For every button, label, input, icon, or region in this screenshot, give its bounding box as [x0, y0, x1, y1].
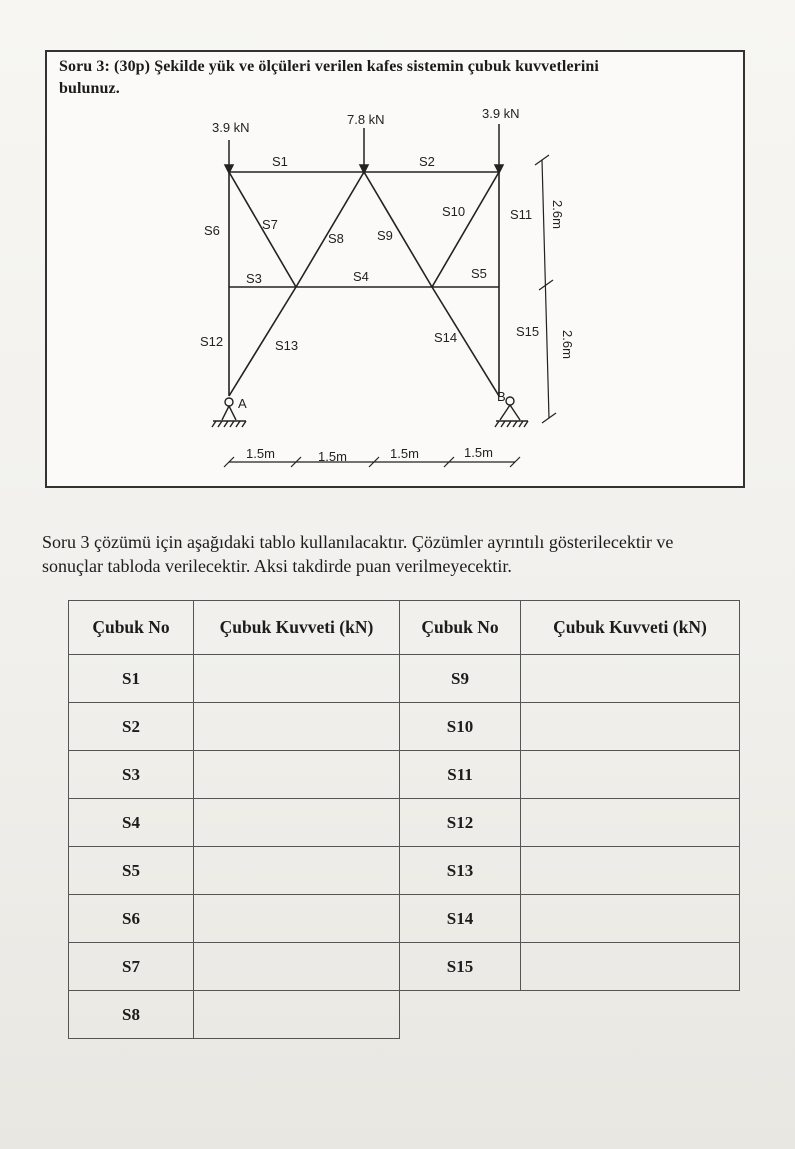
member-id-cell: S12: [400, 799, 521, 847]
table-row: [69, 799, 740, 847]
question-number: Soru 3:: [59, 58, 110, 75]
force-input-cell[interactable]: [521, 895, 740, 943]
dimension-label: 1.5m: [318, 449, 347, 464]
member-id-cell: S13: [400, 847, 521, 895]
member-id-cell: S15: [400, 943, 521, 991]
force-input-cell[interactable]: [194, 799, 400, 847]
member-label: S7: [262, 217, 278, 232]
member-label: S9: [377, 228, 393, 243]
force-input-cell[interactable]: [194, 655, 400, 703]
member-line-s9: [364, 172, 432, 287]
support-label-a: A: [238, 396, 247, 411]
member-label: S10: [442, 204, 466, 219]
force-input-cell[interactable]: [521, 847, 740, 895]
member-label: S8: [328, 231, 344, 246]
question-body-line2: bulunuz.: [59, 80, 120, 97]
answer-table: [68, 600, 740, 1039]
table-row: [69, 895, 740, 943]
truss-figure: [0, 0, 795, 500]
table-header-row: [69, 601, 740, 655]
load-label-center: 7.8 kN: [347, 112, 385, 127]
header-member-no: Çubuk No: [69, 601, 194, 655]
dimension-line-vertical: [535, 155, 556, 423]
instructions-text: [42, 530, 787, 578]
support-label-b: B: [497, 389, 506, 404]
load-label-left: 3.9 kN: [212, 120, 250, 135]
table-row: [69, 655, 740, 703]
member-label: S15: [516, 324, 540, 339]
member-id-cell: S7: [69, 943, 194, 991]
member-id-cell: S9: [400, 655, 521, 703]
header-member-force: Çubuk Kuvveti (kN): [194, 601, 400, 655]
table-row: [69, 751, 740, 799]
question-body: Şekilde yük ve ölçüleri verilen kafes sistemin çubuk kuvvetlerini: [154, 58, 599, 75]
member-label: S11: [510, 207, 533, 222]
table-row: [69, 991, 740, 1039]
question-points: (30p): [114, 58, 151, 75]
member-label: S6: [204, 223, 220, 238]
dimension-label: 1.5m: [246, 446, 275, 461]
force-input-cell[interactable]: [194, 751, 400, 799]
force-input-cell[interactable]: [521, 703, 740, 751]
member-label: S13: [275, 338, 299, 353]
member-id-cell: S6: [69, 895, 194, 943]
table-row: [69, 847, 740, 895]
dimension-label-vertical: 2.6m: [560, 330, 575, 359]
member-id-cell: S8: [69, 991, 194, 1039]
force-input-cell[interactable]: [194, 991, 400, 1039]
dimension-label-vertical: 2.6m: [550, 200, 565, 229]
member-label: S1: [272, 154, 288, 169]
dimension-label: 1.5m: [464, 445, 493, 460]
member-label: S4: [353, 269, 369, 284]
empty-cell: [521, 991, 740, 1039]
member-id-cell: S5: [69, 847, 194, 895]
force-input-cell[interactable]: [521, 655, 740, 703]
dimension-label: 1.5m: [390, 446, 419, 461]
member-id-cell: S2: [69, 703, 194, 751]
member-label: S2: [419, 154, 435, 169]
force-input-cell[interactable]: [194, 847, 400, 895]
member-id-cell: S4: [69, 799, 194, 847]
member-label: S12: [200, 334, 224, 349]
member-id-cell: S10: [400, 703, 521, 751]
member-label: S5: [471, 266, 487, 281]
force-input-cell[interactable]: [521, 799, 740, 847]
header-member-no: Çubuk No: [400, 601, 521, 655]
member-id-cell: S14: [400, 895, 521, 943]
header-member-force: Çubuk Kuvveti (kN): [521, 601, 740, 655]
member-id-cell: S1: [69, 655, 194, 703]
member-id-cell: S3: [69, 751, 194, 799]
instructions-line: Soru 3 çözümü için aşağıdaki tablo kullanılacaktır. Çözümler ayrıntılı gösterilecektir ve: [42, 532, 674, 552]
force-input-cell[interactable]: [194, 895, 400, 943]
member-label: S14: [434, 330, 458, 345]
force-input-cell[interactable]: [194, 943, 400, 991]
instructions-line: sonuçlar tabloda verilecektir. Aksi takdirde puan verilmeyecektir.: [42, 556, 512, 576]
force-input-cell[interactable]: [521, 751, 740, 799]
load-label-right: 3.9 kN: [482, 106, 520, 121]
table-row: [69, 703, 740, 751]
table-row: [69, 943, 740, 991]
force-input-cell[interactable]: [521, 943, 740, 991]
force-input-cell[interactable]: [194, 703, 400, 751]
empty-cell: [400, 991, 521, 1039]
member-line-s10: [432, 172, 499, 287]
member-label: S3: [246, 271, 262, 286]
member-id-cell: S11: [400, 751, 521, 799]
